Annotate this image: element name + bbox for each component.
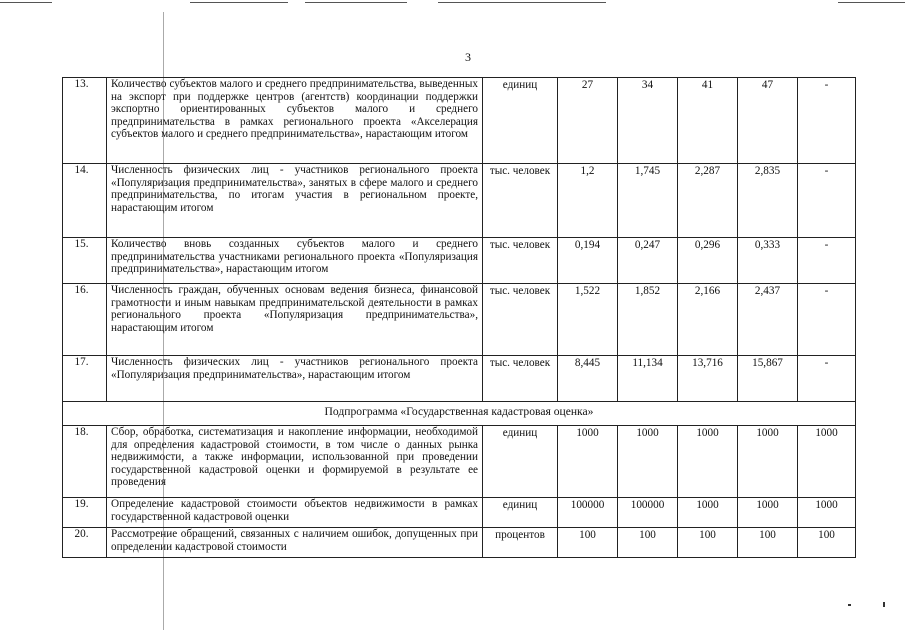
row-number: 14.: [63, 164, 107, 238]
value-cell: 1,2: [558, 164, 618, 238]
row-number: 16.: [63, 284, 107, 356]
value-cell: 100: [678, 528, 738, 558]
scan-rule: [438, 2, 606, 3]
value-cell: 27: [558, 78, 618, 164]
indicator-name: Численность физических лиц - участников регионального проекта «Популяризация предпринимательства», нарастающим итогом: [107, 356, 483, 402]
value-cell: -: [798, 356, 856, 402]
indicator-name: Численность граждан, обученных основам ведения бизнеса, финансовой грамотности и иным навыкам предпринимательской деятельности в рамках регионального проекта «Популяризация предпринимательства», нарастающим итогом: [107, 284, 483, 356]
unit-cell: единиц: [483, 78, 558, 164]
indicator-name: Определение кадастровой стоимости объектов недвижимости в рамках государственной кадастровой оценки: [107, 498, 483, 528]
table-row: [63, 528, 856, 558]
value-cell: 100000: [558, 498, 618, 528]
indicator-name: Численность физических лиц - участников регионального проекта «Популяризация предпринимательства», занятых в сфере малого и среднего предпринимательства, по итогам участия в региональном проекте, нарастающим итогом: [107, 164, 483, 238]
value-cell: -: [798, 238, 856, 284]
value-cell: 2,437: [738, 284, 798, 356]
table-row: [63, 426, 856, 498]
scan-speck: [848, 604, 851, 606]
value-cell: 0,247: [618, 238, 678, 284]
unit-cell: тыс. человек: [483, 164, 558, 238]
unit-cell: процентов: [483, 528, 558, 558]
row-number: 20.: [63, 528, 107, 558]
table-row: [63, 284, 856, 356]
value-cell: 100: [558, 528, 618, 558]
row-number: 17.: [63, 356, 107, 402]
value-cell: 1000: [738, 498, 798, 528]
value-cell: 1000: [558, 426, 618, 498]
value-cell: -: [798, 78, 856, 164]
value-cell: 11,134: [618, 356, 678, 402]
value-cell: 1000: [678, 498, 738, 528]
value-cell: 1000: [798, 498, 856, 528]
value-cell: 0,296: [678, 238, 738, 284]
scan-rule: [838, 2, 905, 3]
value-cell: -: [798, 164, 856, 238]
value-cell: 1000: [618, 426, 678, 498]
page-number: 3: [465, 50, 471, 64]
unit-cell: единиц: [483, 426, 558, 498]
value-cell: 1000: [798, 426, 856, 498]
value-cell: 13,716: [678, 356, 738, 402]
table-row: [63, 238, 856, 284]
value-cell: 100: [738, 528, 798, 558]
section-title: Подпрограмма «Государственная кадастровая оценка»: [63, 402, 856, 426]
value-cell: 0,194: [558, 238, 618, 284]
indicator-name: Рассмотрение обращений, связанных с наличием ошибок, допущенных при определении кадастровой стоимости: [107, 528, 483, 558]
row-number: 18.: [63, 426, 107, 498]
value-cell: 100000: [618, 498, 678, 528]
table-row: [63, 78, 856, 164]
value-cell: 2,835: [738, 164, 798, 238]
value-cell: 1,745: [618, 164, 678, 238]
value-cell: 1000: [738, 426, 798, 498]
indicator-name: Сбор, обработка, систематизация и накопление информации, необходимой для определения кадастровой стоимости, в том числе о данных рынка недвижимости, а также информации, использованной при проведении государственной кадастровой оценки и формируемой в результате ее проведения: [107, 426, 483, 498]
indicator-name: Количество субъектов малого и среднего предпринимательства, выведенных на экспорт при поддержке центров (агентств) координации поддержки экспортно ориентированных субъектов малого и среднего предпринимательства в рамках регионального проекта «Акселерация субъектов малого и среднего предпринимательства», нарастающим итогом: [107, 78, 483, 164]
value-cell: 2,166: [678, 284, 738, 356]
unit-cell: тыс. человек: [483, 238, 558, 284]
indicators-table: [62, 77, 856, 558]
table-row: [63, 356, 856, 402]
unit-cell: единиц: [483, 498, 558, 528]
row-number: 19.: [63, 498, 107, 528]
value-cell: 1,852: [618, 284, 678, 356]
value-cell: 100: [798, 528, 856, 558]
scan-rule: [305, 2, 407, 3]
value-cell: -: [798, 284, 856, 356]
unit-cell: тыс. человек: [483, 284, 558, 356]
scan-rule: [190, 2, 288, 3]
row-number: 15.: [63, 238, 107, 284]
section-row: [63, 402, 856, 426]
indicator-name: Количество вновь созданных субъектов малого и среднего предпринимательства участниками регионального проекта «Популяризация предпринимательства», нарастающим итогом: [107, 238, 483, 284]
value-cell: 34: [618, 78, 678, 164]
scan-rule: [0, 2, 52, 3]
table-row: [63, 498, 856, 528]
value-cell: 8,445: [558, 356, 618, 402]
value-cell: 1000: [678, 426, 738, 498]
value-cell: 47: [738, 78, 798, 164]
scan-speck: [883, 602, 885, 607]
value-cell: 100: [618, 528, 678, 558]
unit-cell: тыс. человек: [483, 356, 558, 402]
value-cell: 1,522: [558, 284, 618, 356]
value-cell: 0,333: [738, 238, 798, 284]
value-cell: 2,287: [678, 164, 738, 238]
value-cell: 41: [678, 78, 738, 164]
table-row: [63, 164, 856, 238]
row-number: 13.: [63, 78, 107, 164]
value-cell: 15,867: [738, 356, 798, 402]
